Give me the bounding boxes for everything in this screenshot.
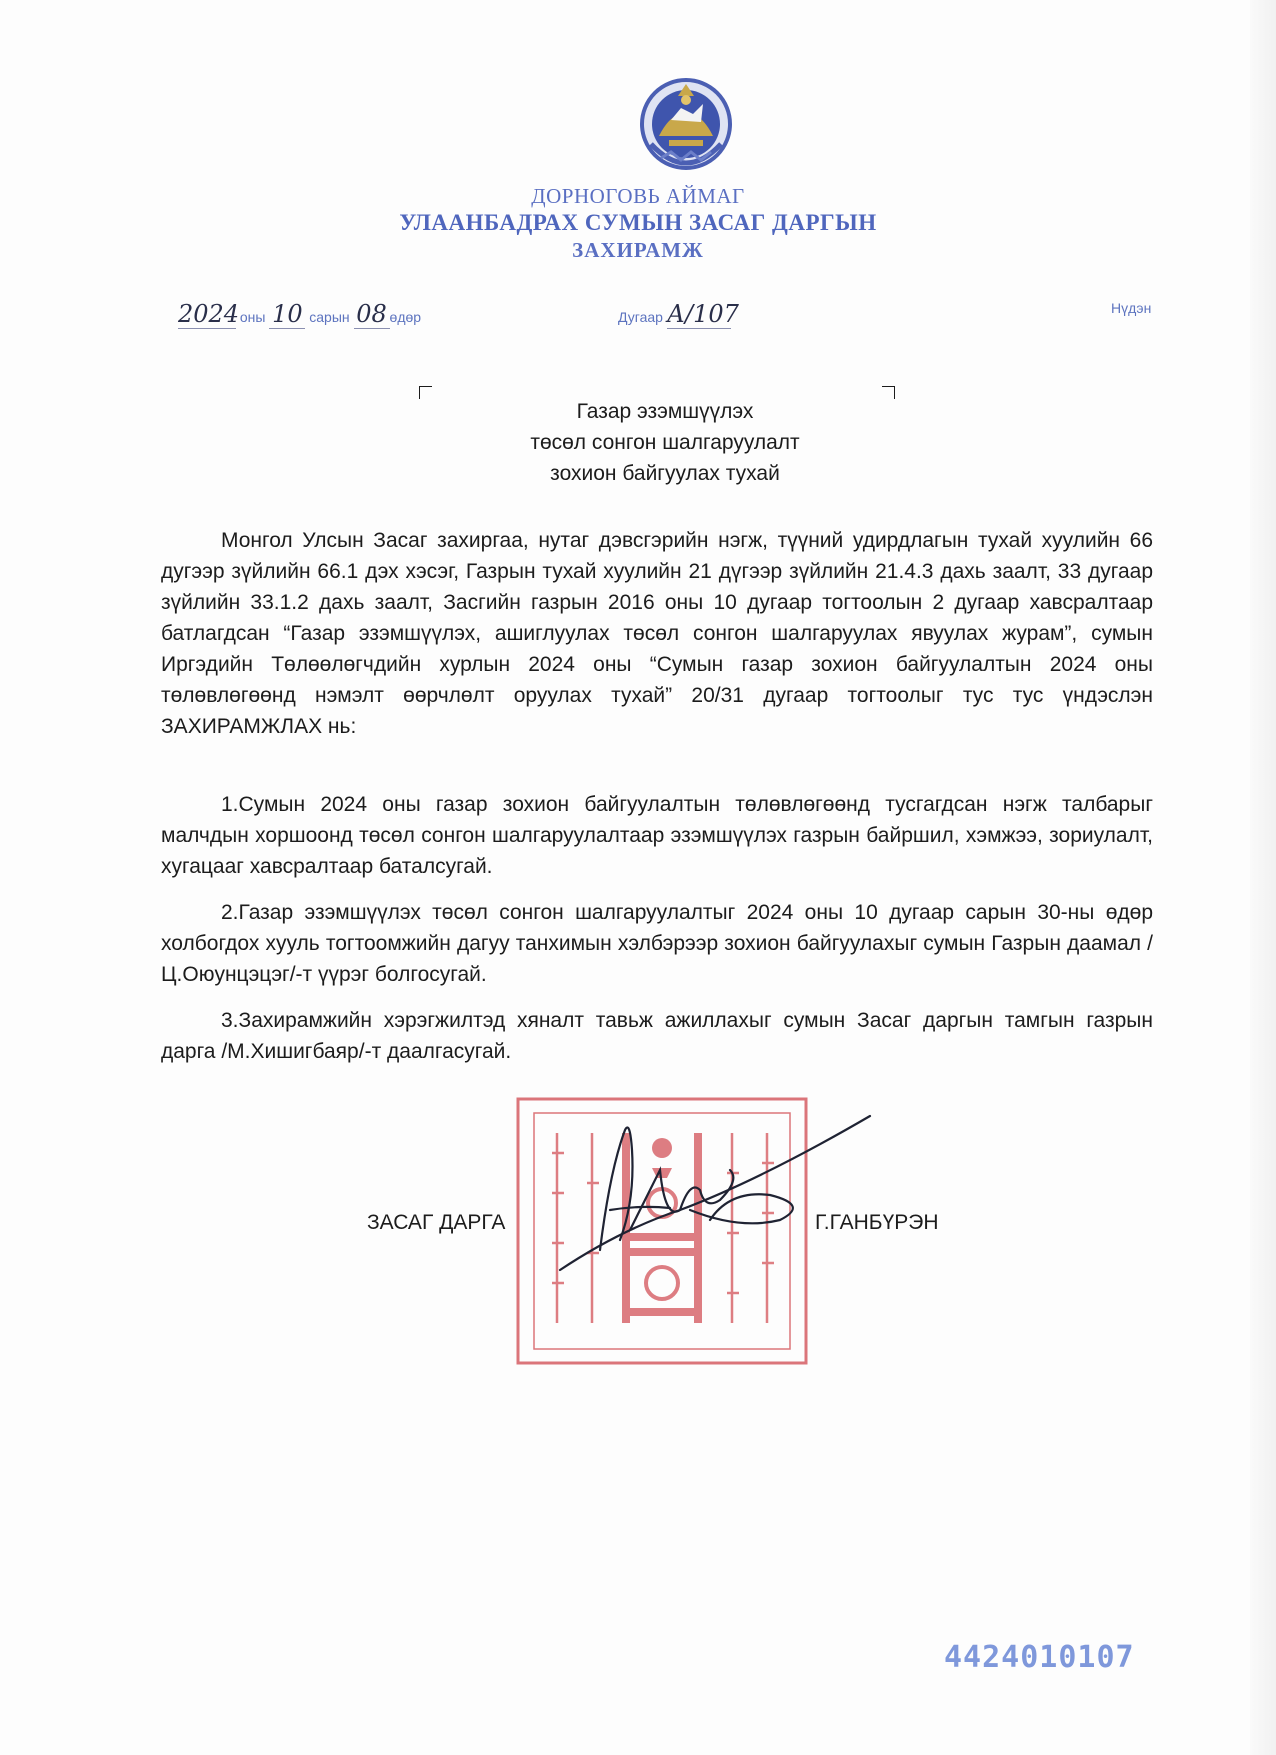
order-item-1: 1.Сумын 2024 оны газар зохион байгуулалтын төлөвлөгөөнд тусгагдсан нэгж талбарыг малчдын хоршоонд төсөл сонгон шалгаруулалтаар эзэмшүүлэх газрын байршил, хэмжээ, зориулалт, хугацааг хавсралтаар баталсугай. bbox=[161, 793, 1153, 878]
document-number-line bbox=[618, 300, 739, 329]
preamble-paragraph: Монгол Улсын Засаг захиргаа, нутаг дэвсгэрийн нэгж, түүний удирдлагын тухай хуулийн 66 дугээр зүйлийн 66.1 дэх хэсэг, Газрын тухай хуулийн 21 дүгээр зүйлийн 21.4.3 дахь заалт, 33 дугаар зүйлийн 33.1.2 дахь заалт, Засгийн газрын 2016 оны 10 дугаар тогтоолын 2 дугаар хавсралтаар батлагдсан “Газар эзэмшүүлэх, ашиглуулах төсөл сонгон шалгаруулах явуулах журам”, сумын Иргэдийн Төлөөлөгчдийн хурлын 2024 оны “Сумын газар зохион байгуулалтын 2024 оны төлөвлөгөөнд нэмэлт өөрчлөлт оруулах тухай” 20/31 дугаар тогтоолыг тус тус үндэслэн ЗАХИРАМЖЛАХ нь: bbox=[161, 529, 1153, 738]
day-value: 08 bbox=[356, 300, 387, 328]
subject-bracket-left bbox=[419, 386, 432, 399]
place-label: Нүдэн bbox=[1111, 300, 1152, 316]
handwritten-signature bbox=[540, 1110, 880, 1280]
subject-line-2: төсөл сонгон шалгаруулалт bbox=[530, 431, 800, 454]
day-label: өдөр bbox=[389, 309, 422, 325]
state-emblem-icon bbox=[631, 74, 741, 182]
subject-line-3: зохион байгуулах тухай bbox=[550, 462, 780, 485]
order-item-3: 3.Захирамжийн хэрэгжилтэд хяналт тавьж ажиллахыг сумын Засаг даргын тамгын газрын дарга /М.Хишигбаяр/-т даалгасугай. bbox=[161, 1009, 1153, 1063]
number-label: Дугаар bbox=[618, 309, 663, 325]
region-title: ДОРНОГОВЬ АЙМАГ bbox=[531, 184, 745, 208]
date-line bbox=[178, 300, 421, 329]
document-type: ЗАХИРАМЖ bbox=[572, 238, 704, 262]
number-value: А/107 bbox=[666, 300, 739, 328]
scan-edge bbox=[1250, 0, 1276, 1755]
month-label: сарын bbox=[309, 309, 350, 325]
year-value: 2024 bbox=[178, 300, 240, 328]
year-label: оны bbox=[239, 309, 266, 325]
order-item-2: 2.Газар эзэмшүүлэх төсөл сонгон шалгаруулалтыг 2024 оны 10 дугаар сарын 30-ны өдөр холбогдох хууль тогтоомжийн дагуу танхимын хэлбэрээр зохион байгуулахыг сумын Газрын даамал /Ц.Оюунцэцэг/-т үүрэг болгосугай. bbox=[161, 901, 1153, 986]
signatory-name: Г.ГАНБҮРЭН bbox=[815, 1211, 939, 1234]
subject-heading bbox=[440, 396, 890, 489]
month-value: 10 bbox=[272, 300, 303, 328]
organization-title: УЛААНБАДРАХ СУМЫН ЗАСАГ ДАРГЫН bbox=[399, 210, 877, 235]
signatory-title: ЗАСАГ ДАРГА bbox=[367, 1211, 506, 1234]
subject-line-1: Газар эзэмшүүлэх bbox=[576, 400, 754, 423]
registration-number: 4424010107 bbox=[944, 1640, 1135, 1675]
